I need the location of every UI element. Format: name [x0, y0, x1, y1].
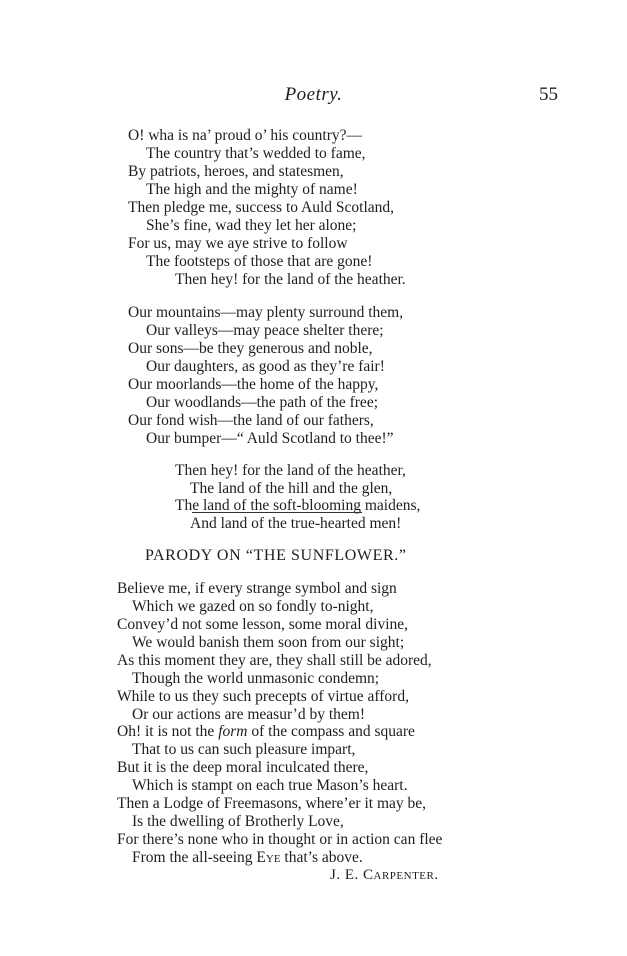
poem2-title: PARODY ON “THE SUNFLOWER.”	[145, 547, 407, 564]
verse-line: Then hey! for the land of the heather,	[175, 462, 406, 479]
verse-line: Which is stampt on each true Mason’s heart.	[132, 777, 408, 794]
verse-text: that’s above.	[280, 849, 363, 866]
verse-line: Which we gazed on so fondly to-night,	[132, 598, 374, 615]
verse-text: Oh! it is not the	[117, 723, 219, 740]
section-divider	[192, 512, 362, 513]
verse-line: Or our actions are measur’d by them!	[132, 706, 365, 723]
verse-line: The land of the hill and the glen,	[190, 480, 393, 497]
verse-line: That to us can such pleasure impart,	[132, 741, 356, 758]
verse-line: While to us they such precepts of virtue afford,	[117, 688, 409, 705]
verse-line	[132, 849, 363, 867]
verse-line: For us, may we aye strive to follow	[128, 235, 348, 252]
verse-line: Then hey! for the land of the heather.	[175, 271, 406, 288]
verse-line: Our woodlands—the path of the free;	[146, 394, 379, 411]
verse-line: She’s fine, wad they let her alone;	[146, 217, 357, 234]
verse-line	[117, 723, 415, 741]
verse-line: Then pledge me, success to Auld Scotland,	[128, 199, 395, 216]
verse-emphasis: form	[218, 723, 248, 740]
author-name: J. E. Carpenter.	[330, 867, 439, 883]
page-number: 55	[539, 84, 558, 105]
verse-line: But it is the deep moral inculcated there,	[117, 759, 369, 776]
verse-line: The footsteps of those that are gone!	[146, 253, 373, 270]
verse-line: Convey’d not some lesson, some moral divine,	[117, 616, 409, 633]
verse-line: Our daughters, as good as they’re fair!	[146, 358, 385, 375]
verse-line: Then a Lodge of Freemasons, where’er it may be,	[117, 795, 427, 812]
verse-line: Our mountains—may plenty surround them,	[128, 304, 404, 321]
verse-line: Our bumper—“ Auld Scotland to thee!”	[146, 430, 394, 447]
verse-line: The land of the soft-blooming maidens,	[175, 497, 421, 514]
author-signature	[330, 867, 439, 884]
verse-line: Though the world unmasonic condemn;	[132, 670, 380, 687]
verse-line: For there’s none who in thought or in action can flee	[117, 831, 443, 848]
verse-line: As this moment they are, they shall still be adored,	[117, 652, 432, 669]
verse-line: Believe me, if every strange symbol and sign	[117, 580, 397, 597]
verse-line: Is the dwelling of Brotherly Love,	[132, 813, 344, 830]
verse-small-caps: Eye	[256, 849, 281, 866]
verse-line: Our valleys—may peace shelter there;	[146, 322, 384, 339]
verse-line: Our moorlands—the home of the happy,	[128, 376, 379, 393]
verse-line: O! wha is na’ proud o’ his country?—	[128, 127, 363, 144]
verse-line: The country that’s wedded to fame,	[146, 145, 366, 162]
running-header-title: Poetry.	[284, 84, 343, 105]
verse-line: And land of the true-hearted men!	[190, 515, 402, 532]
verse-text: of the compass and square	[247, 723, 415, 740]
verse-text: From the all-seeing	[132, 849, 257, 866]
verse-line: We would banish them soon from our sight;	[132, 634, 405, 651]
verse-line: Our sons—be they generous and noble,	[128, 340, 373, 357]
verse-line: Our fond wish—the land of our fathers,	[128, 412, 374, 429]
verse-line: By patriots, heroes, and statesmen,	[128, 163, 344, 180]
verse-line: The high and the mighty of name!	[146, 181, 358, 198]
